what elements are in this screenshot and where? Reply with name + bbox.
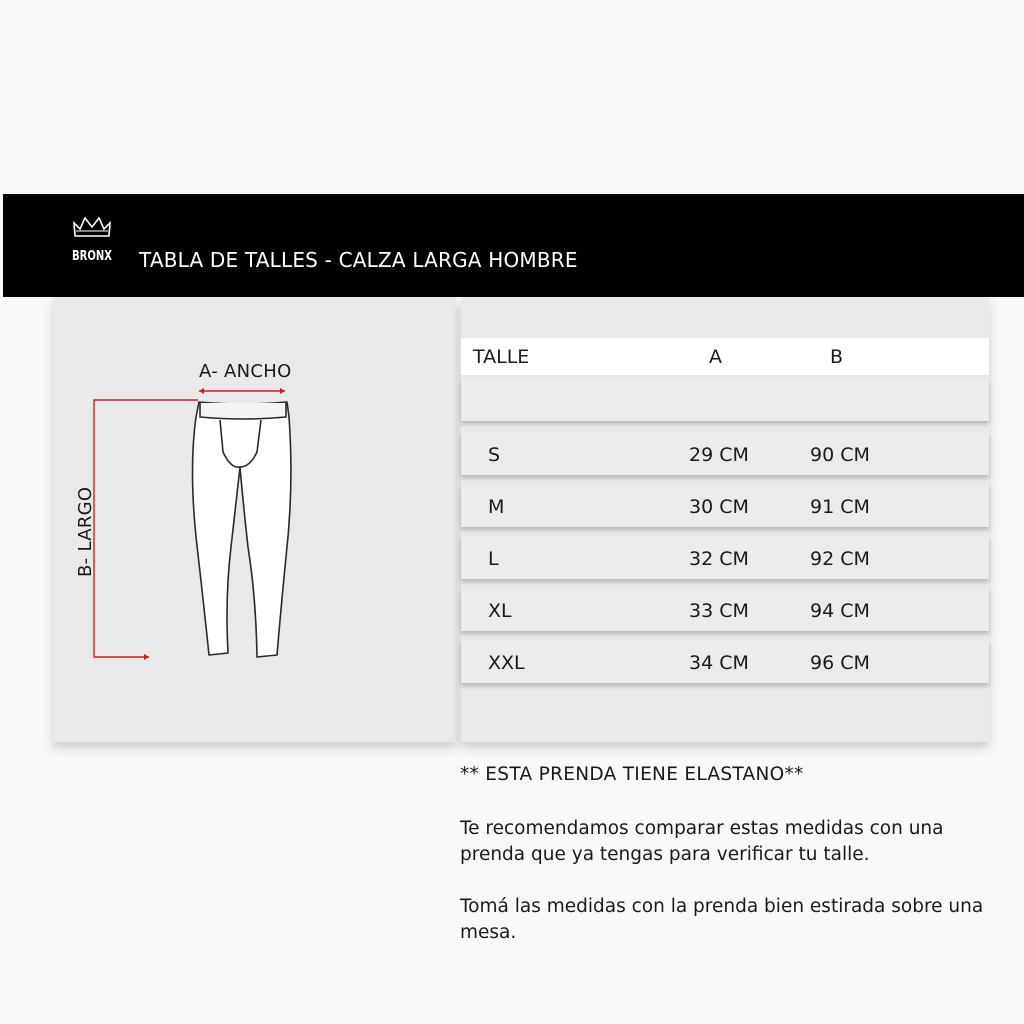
row-size: M [488, 496, 505, 518]
row-b: 91 CM [810, 496, 870, 518]
row-a: 29 CM [689, 444, 749, 466]
row-b: 94 CM [810, 600, 870, 622]
largo-arrow-head [144, 654, 149, 660]
header-b: B [830, 346, 844, 368]
table-row [461, 537, 989, 579]
row-a: 33 CM [689, 600, 749, 622]
row-size: L [488, 548, 499, 570]
svg-text:BRONX: BRONX [72, 249, 112, 264]
row-size: XL [488, 600, 512, 622]
elastane-note: ** ESTA PRENDA TIENE ELASTANO** [460, 764, 804, 785]
row-a: 32 CM [689, 548, 749, 570]
header-a: A [709, 346, 722, 368]
measurement-diagram-panel [53, 297, 456, 742]
page-title: TABLA DE TALLES - CALZA LARGA HOMBRE [139, 248, 578, 272]
row-b: 96 CM [810, 652, 870, 674]
table-row [461, 485, 989, 527]
largo-label: B- LARGO [75, 486, 96, 577]
row-b: 92 CM [810, 548, 870, 570]
header-bar [3, 194, 1024, 297]
ancho-arrow [199, 388, 285, 394]
table-row [461, 641, 989, 683]
row-size: XXL [488, 652, 525, 674]
row-a: 34 CM [689, 652, 749, 674]
row-size: S [488, 444, 501, 466]
table-row [461, 589, 989, 631]
header-size: TALLE [473, 346, 530, 368]
table-spacer-row [461, 379, 989, 421]
table-header-row [461, 338, 989, 375]
leggings-outline [193, 402, 291, 657]
table-row [461, 433, 989, 475]
row-a: 30 CM [689, 496, 749, 518]
row-b: 90 CM [810, 444, 870, 466]
measure-advice: Tomá las medidas con la prenda bien estirada sobre una mesa. [460, 896, 984, 943]
size-table [461, 297, 989, 742]
bronx-logo [69, 214, 115, 270]
ancho-label: A- ANCHO [199, 361, 292, 382]
compare-advice: Te recomendamos comparar estas medidas con una prenda que ya tengas para verificar tu talle. [460, 818, 944, 865]
largo-arrow [94, 400, 198, 657]
